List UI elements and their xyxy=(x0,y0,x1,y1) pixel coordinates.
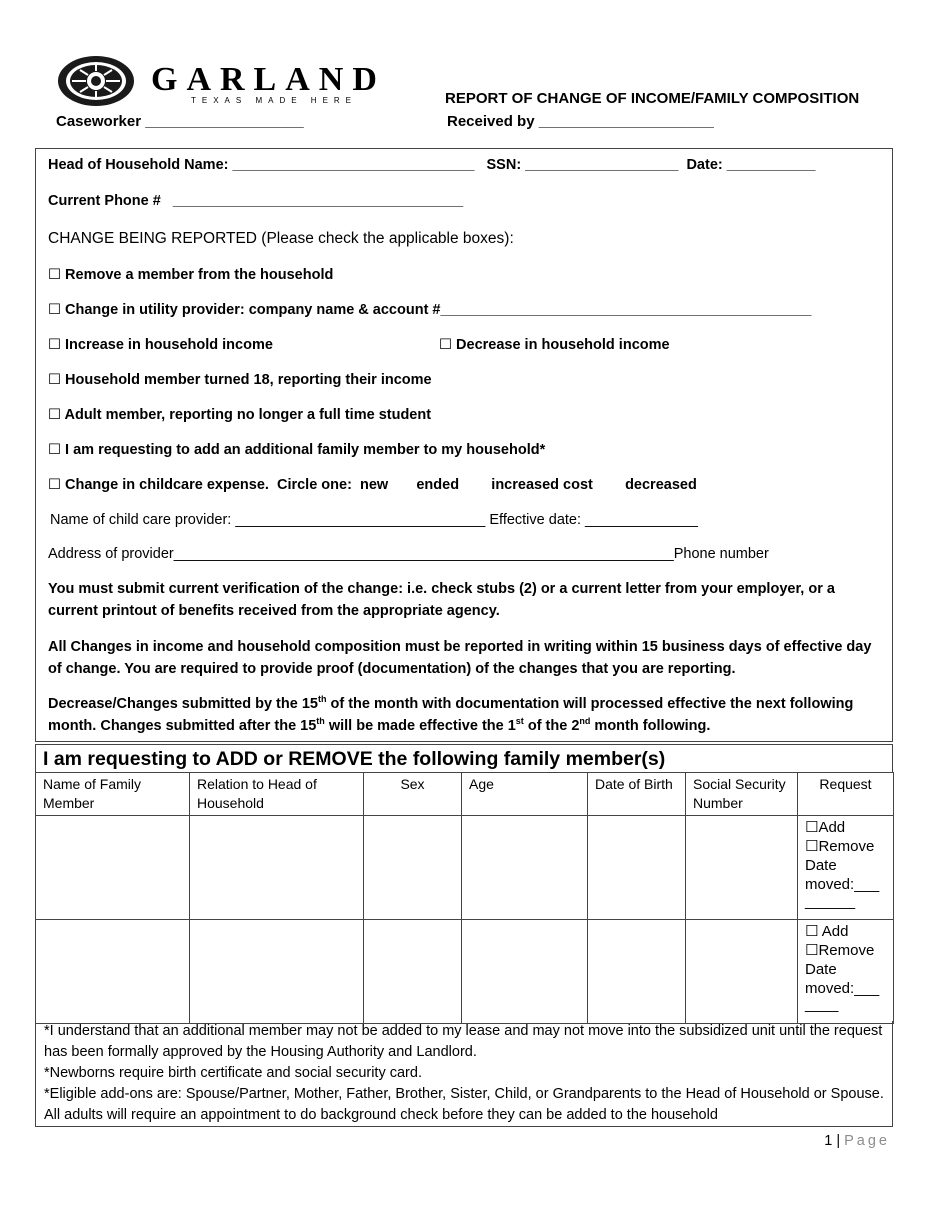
caseworker-field[interactable]: Caseworker ___________________ xyxy=(56,113,304,130)
checkbox-icon[interactable]: ☐ xyxy=(48,267,61,283)
checkbox-icon[interactable]: ☐ xyxy=(48,407,61,423)
increase-income-label: Increase in household income xyxy=(65,337,273,353)
ssn-cell[interactable] xyxy=(686,920,798,1024)
remove-member-option[interactable] xyxy=(48,267,333,283)
add-family-member-label: I am requesting to add an additional family member to my household* xyxy=(65,442,546,458)
table-row xyxy=(36,816,894,920)
no-longer-student-label: Adult member, reporting no longer a full time student xyxy=(64,407,432,423)
decrease-income-option[interactable] xyxy=(439,337,670,353)
dob-cell[interactable] xyxy=(588,920,686,1024)
column-header: Social Security Number xyxy=(686,773,798,816)
relation-cell[interactable] xyxy=(190,816,364,920)
childcare-change-label: Change in childcare expense. Circle one: new ended increased cost decreased xyxy=(65,477,697,493)
column-header: Date of Birth xyxy=(588,773,686,816)
column-header: Sex xyxy=(364,773,462,816)
deadline-note: Decrease/Changes submitted by the 15th of the month with documentation will processed effective the next following month. Changes submitted after the 15th will be made effective the 1st of the 2nd month following. xyxy=(48,694,854,734)
table-row xyxy=(36,920,894,1024)
garland-seal-icon xyxy=(56,55,136,107)
request-cell xyxy=(798,920,894,1024)
ssn-cell[interactable] xyxy=(686,816,798,920)
checkbox-icon[interactable]: ☐ xyxy=(48,372,61,388)
reporting-note: All Changes in income and household composition must be reported in writing within 15 business days of effective day of change. You are required to provide proof (documentation) of the changes that you are reporting. xyxy=(48,639,872,677)
family-member-table xyxy=(35,772,894,1024)
logo-wordmark: GARLAND xyxy=(151,61,386,98)
page-label: Page xyxy=(844,1133,890,1149)
garland-logo xyxy=(56,55,426,110)
date-moved-field[interactable]: moved:___ xyxy=(805,876,880,893)
date-moved-field-cont[interactable]: ______ xyxy=(805,893,856,910)
remove-checkbox[interactable]: ☐Remove xyxy=(805,838,875,855)
remove-checkbox[interactable]: ☐Remove xyxy=(805,942,875,959)
checkbox-icon[interactable]: ☐ xyxy=(48,442,61,458)
no-longer-student-option[interactable] xyxy=(48,407,431,423)
checkbox-icon[interactable]: ☐ xyxy=(48,302,61,318)
note-approval: *I understand that an additional member may not be added to my lease and may not move into the subsidized unit until the request has been formally approved by the Housing Authority and Landlord. xyxy=(44,1023,883,1060)
note-eligible: *Eligible add-ons are: Spouse/Partner, Mother, Father, Brother, Sister, Child, or Grandparents to the Head of Household or Spouse. All adults will require an appointment to do background check before they can be added to the household xyxy=(44,1086,884,1123)
verification-note: You must submit current verification of the change: i.e. check stubs (2) or a current letter from your employer, or a current printout of benefits received from the appropriate agency. xyxy=(48,581,835,619)
date-label: Date xyxy=(805,961,837,978)
page-separator: | xyxy=(836,1133,841,1149)
change-reported-heading: CHANGE BEING REPORTED (Please check the applicable boxes): xyxy=(48,230,514,247)
decrease-income-label: Decrease in household income xyxy=(456,337,670,353)
change-report-form xyxy=(35,148,893,742)
column-header: Relation to Head of Household xyxy=(190,773,364,816)
turned-18-label: Household member turned 18, reporting their income xyxy=(65,372,432,388)
utility-change-label: Change in utility provider: company name & account #______________________________________________ xyxy=(65,302,812,318)
family-name-cell[interactable] xyxy=(36,920,190,1024)
table-header-row xyxy=(36,773,894,816)
checkbox-icon[interactable]: ☐ xyxy=(439,337,452,353)
column-header: Name of Family Member xyxy=(36,773,190,816)
family-table-title: I am requesting to ADD or REMOVE the following family member(s) xyxy=(35,744,893,772)
turned-18-option[interactable] xyxy=(48,372,432,388)
utility-change-option[interactable] xyxy=(48,302,811,318)
column-header: Request xyxy=(798,773,894,816)
received-by-field[interactable]: Received by _____________________ xyxy=(447,113,714,130)
increase-income-option[interactable] xyxy=(48,337,273,353)
date-moved-field[interactable]: moved:___ xyxy=(805,980,880,997)
date-label: Date xyxy=(805,857,837,874)
provider-address-field[interactable]: Address of provider______________________________________________________________Phone number xyxy=(48,546,769,562)
checkbox-icon[interactable]: ☐ xyxy=(48,337,61,353)
add-checkbox[interactable]: ☐ Add xyxy=(805,923,849,940)
notes-box xyxy=(35,1021,893,1127)
request-cell xyxy=(798,816,894,920)
page-number xyxy=(824,1133,890,1149)
report-title: REPORT OF CHANGE OF INCOME/FAMILY COMPOSITION xyxy=(445,90,860,107)
relation-cell[interactable] xyxy=(190,920,364,1024)
page-number-value: 1 xyxy=(824,1133,833,1149)
head-of-household-field[interactable]: Head of Household Name: ______________________________ SSN: ___________________ Date: ___________ xyxy=(48,157,816,173)
note-newborns: *Newborns require birth certificate and social security card. xyxy=(44,1065,422,1081)
date-moved-field-cont[interactable]: ____ xyxy=(805,996,839,1013)
age-cell[interactable] xyxy=(462,816,588,920)
remove-member-label: Remove a member from the household xyxy=(65,267,334,283)
age-cell[interactable] xyxy=(462,920,588,1024)
checkbox-icon[interactable]: ☐ xyxy=(48,477,61,493)
childcare-change-option[interactable] xyxy=(48,477,697,493)
family-name-cell[interactable] xyxy=(36,816,190,920)
add-checkbox[interactable]: ☐Add xyxy=(805,819,846,836)
dob-cell[interactable] xyxy=(588,816,686,920)
sex-cell[interactable] xyxy=(364,816,462,920)
childcare-provider-field[interactable]: Name of child care provider: _______________________________ Effective date: ______________ xyxy=(50,512,698,528)
column-header: Age xyxy=(462,773,588,816)
sex-cell[interactable] xyxy=(364,920,462,1024)
logo-tagline: TEXAS MADE HERE xyxy=(191,96,358,105)
current-phone-field[interactable]: Current Phone # ____________________________________ xyxy=(48,193,464,209)
add-family-member-option[interactable] xyxy=(48,442,545,458)
